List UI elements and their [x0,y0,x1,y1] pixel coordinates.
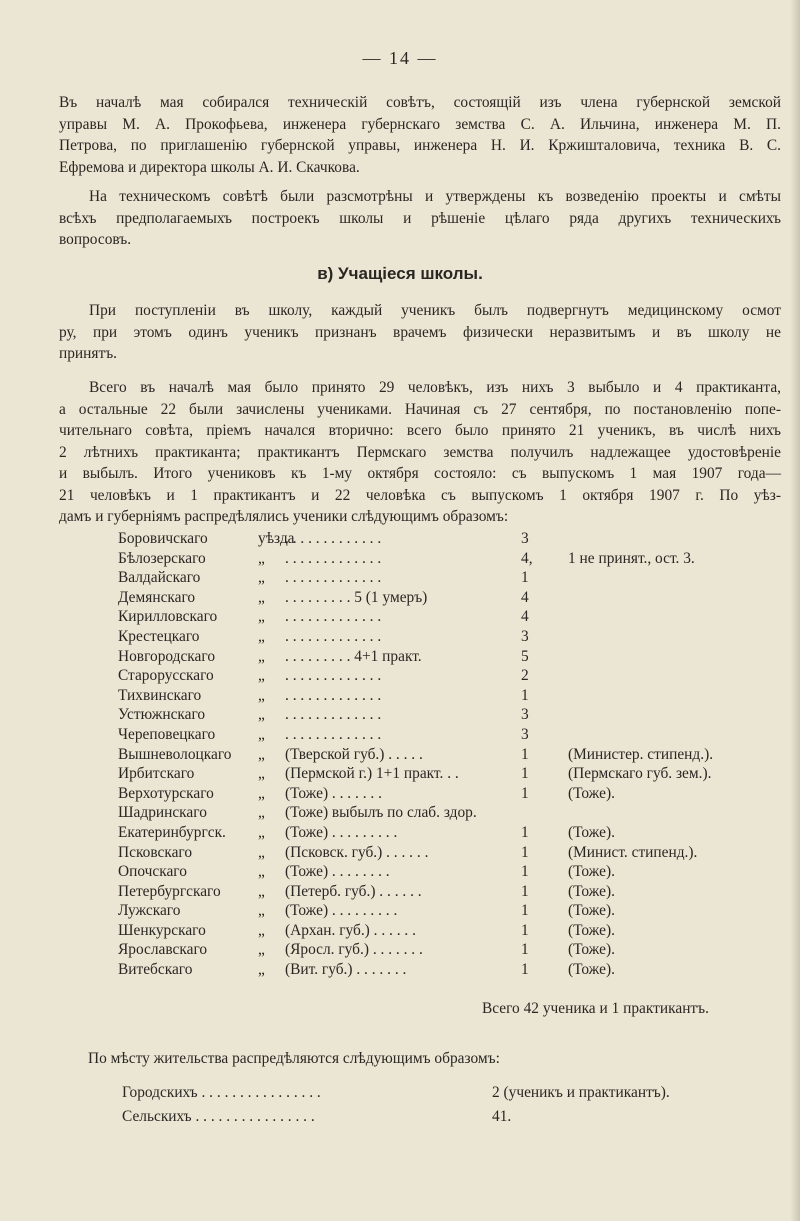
district-name: Валдайскаго [118,569,201,587]
district-count: 1 [521,569,529,587]
district-detail: (Тверской губ.) . . . . . [285,745,423,763]
district-count: 1 [521,784,529,802]
text-line: На техническомъ совѣтѣ были разсмотрѣны и утверждены къ возведенію проекты и смѣты [89,188,781,205]
district-row [118,686,798,706]
residence-heading: По мѣсту жительства распредѣляются слѣдующимъ образомъ: [88,1050,500,1067]
district-name: Шадринскаго [118,804,207,822]
district-note: (Тоже). [568,823,615,841]
district-note: (Тоже). [568,784,615,802]
residence-urban [122,1084,670,1102]
district-row [118,960,798,980]
paragraph-technical-council [59,92,781,178]
district-detail: (Тоже) . . . . . . . . [285,863,390,881]
district-count: 1 [521,961,529,979]
district-detail: . . . . . . . . . . . . . [285,686,382,704]
district-ditto: „ [258,627,265,645]
text-line: 2 лѣтнихъ практиканта; практикантъ Пермскаго земства получилъ надлежащее удостовѣреніе [59,443,781,461]
district-row [118,568,798,588]
text-line: 21 человѣкъ и 1 практикантъ и 22 человѣка съ выпускомъ 1 октября 1907 г. По уѣз- [59,486,781,504]
district-note: (Министер. стипенд.). [568,745,714,763]
district-note: (Тоже). [568,961,615,979]
district-count: 3 [521,627,529,645]
text-line: При поступленіи въ школу, каждый ученикъ былъ подвергнутъ медицинскому осмот [89,302,781,319]
district-detail: (Вит. губ.) . . . . . . . [285,961,407,979]
district-detail: . . . . . . . . . . . . . [285,530,382,547]
text-line: Петрова, по приглашенію губернской управы, инженера Н. И. Кржишталовича, техника В. С. [59,137,781,154]
district-name: Петербургскаго [118,882,221,900]
district-row [118,784,798,804]
paragraph-council-decisions [59,186,781,251]
text-line: ру, при этомъ одинъ ученикъ признанъ врачемъ физически неразвитымъ и въ школу не [59,323,781,341]
text-line: вопросовъ. [59,231,132,248]
text-line: принятъ. [59,345,118,362]
district-count: 1 [521,941,529,959]
district-detail: . . . . . . . . . . . . . [285,706,382,724]
district-name: Новгородскаго [118,647,216,665]
district-row [118,823,798,843]
district-detail: (Тоже) . . . . . . . . . [285,823,398,841]
district-name: Старорусскаго [118,667,214,685]
district-count: 1 [521,921,529,939]
district-row [118,607,798,627]
district-count: 1 [521,882,529,900]
district-name: Демянскаго [118,588,196,606]
residence-urban-count: 2 (ученикъ и практикантъ). [492,1084,670,1101]
district-detail: (Петерб. губ.) . . . . . . [285,882,422,900]
residence-rural-label: Сельскихъ . . . . . . . . . . . . . . . . [122,1108,315,1125]
district-row [118,725,798,745]
district-count: 1 [521,863,529,881]
district-detail: . . . . . . . . . . . . . [285,608,382,626]
district-name: Вышневолоцкаго [118,745,232,763]
district-name: Череповецкаго [118,725,216,743]
district-ditto: „ [258,765,265,783]
district-name: Псковскаго [118,843,193,861]
district-row [118,705,798,725]
district-row [118,862,798,882]
district-detail: (Псковск. губ.) . . . . . . [285,843,429,861]
district-note: (Тоже). [568,863,615,881]
district-row [118,647,798,667]
district-row [118,921,798,941]
district-count: 3 [521,530,529,547]
district-note: (Минист. стипенд.). [568,843,698,861]
district-name: Ярославскаго [118,941,208,959]
district-count: 3 [521,725,529,743]
district-count: 4 [521,608,529,626]
district-detail: (Яросл. губ.) . . . . . . . [285,941,423,959]
district-ditto: уѣзда [258,530,295,547]
district-ditto: „ [258,569,265,587]
district-ditto: „ [258,745,265,763]
residence-rural-count: 41. [492,1108,512,1125]
district-ditto: „ [258,921,265,939]
district-detail: . . . . . . . . . 4+1 практ. [285,647,422,665]
paragraph-admission [59,300,781,365]
district-name: Ирбитскаго [118,765,195,783]
district-name: Бѣлозерскаго [118,549,206,567]
district-list [118,529,798,980]
district-detail: . . . . . . . . . . . . . [285,549,382,567]
district-count: 1 [521,843,529,861]
district-count: 3 [521,706,529,724]
district-detail: (Тоже) выбылъ по слаб. здор. [285,804,477,822]
district-ditto: „ [258,608,265,626]
text-line: всѣхъ предполагаемыхъ построекъ школы и рѣшеніе цѣлаго ряда другихъ техническихъ [59,209,781,227]
district-name: Устюжнскаго [118,706,206,724]
district-count: 1 [521,902,529,920]
district-row [118,666,798,686]
district-ditto: „ [258,941,265,959]
text-line: и выбылъ. Итого учениковъ къ 1-му октября состояло: съ выпускомъ 1 мая 1907 года— [59,465,781,482]
district-ditto: „ [258,882,265,900]
district-name: Крестецкаго [118,627,200,645]
district-ditto: „ [258,863,265,881]
total-students: Всего 42 ученика и 1 практикантъ. [482,1000,709,1017]
district-count: 4, [521,549,533,567]
district-ditto: „ [258,725,265,743]
district-row [118,529,798,549]
district-row [118,588,798,608]
district-name: Тихвинскаго [118,686,202,704]
district-detail: (Тоже) . . . . . . . . . [285,902,398,920]
district-count: 2 [521,667,529,685]
district-count: 5 [521,647,529,665]
district-ditto: „ [258,686,265,704]
text-line: чительнаго совѣта, пріемъ начался вторично: всего было принято 21 ученикъ, въ числѣ нихъ [59,422,781,439]
district-note: (Тоже). [568,921,615,939]
text-line: Въ началѣ мая собирался техническій совѣтъ, состоящій изъ члена губернской земской [59,94,781,111]
text-line: дамъ и губерніямъ распредѣлялись ученики слѣдующимъ образомъ: [59,508,509,525]
district-ditto: „ [258,667,265,685]
district-ditto: „ [258,823,265,841]
district-name: Шенкурскаго [118,921,206,939]
district-row [118,549,798,569]
district-ditto: „ [258,804,265,822]
district-name: Боровичскаго [118,530,208,547]
district-ditto: „ [258,843,265,861]
district-count: 4 [521,588,529,606]
district-row [118,627,798,647]
district-detail: . . . . . . . . . 5 (1 умеръ) [285,588,428,606]
text-line: Ефремова и директора школы А. И. Скачкова. [59,158,360,176]
section-heading: в) Учащіеся школы. [317,264,483,283]
residence-rural [122,1108,512,1126]
district-note: (Тоже). [568,941,615,959]
district-row [118,940,798,960]
district-row [118,745,798,765]
district-name: Екатеринбургск. [118,823,226,841]
district-ditto: „ [258,784,265,802]
district-ditto: „ [258,647,265,665]
district-ditto: „ [258,706,265,724]
district-note: (Тоже). [568,882,615,900]
district-detail: . . . . . . . . . . . . . [285,725,382,743]
district-row [118,764,798,784]
district-detail: (Пермской г.) 1+1 практ. . . [285,765,459,783]
residence-urban-label: Городскихъ . . . . . . . . . . . . . . . . [122,1084,321,1101]
district-detail: . . . . . . . . . . . . . [285,569,382,587]
district-note: 1 не принят., ост. 3. [568,549,695,567]
district-ditto: „ [258,902,265,920]
district-row [118,803,798,823]
district-row [118,901,798,921]
district-detail: (Архан. губ.) . . . . . . [285,921,416,939]
district-count: 1 [521,745,529,763]
text-line: а остальные 22 были зачислены учениками. Начиная съ 27 сентября, по постановленію попе- [59,400,781,418]
district-count: 1 [521,823,529,841]
district-count: 1 [521,765,529,783]
district-ditto: „ [258,549,265,567]
page-number: — 14 — [362,48,438,68]
district-note: (Пермскаго губ. зем.). [568,765,712,783]
district-name: Верхотурскаго [118,784,214,802]
text-line: управы М. А. Прокофьева, инженера губернскаго земства С. А. Ильчина, инженера М. П. [59,115,781,133]
district-note: (Тоже). [568,902,615,920]
district-name: Кирилловскаго [118,608,218,626]
district-name: Витебскаго [118,961,193,979]
district-ditto: „ [258,961,265,979]
district-row [118,882,798,902]
district-ditto: „ [258,588,265,606]
district-detail: . . . . . . . . . . . . . [285,667,382,685]
district-detail: (Тоже) . . . . . . . [285,784,382,802]
text-line: Всего въ началѣ мая было принято 29 человѣкъ, изъ нихъ 3 выбыло и 4 практиканта, [89,379,781,396]
district-row [118,843,798,863]
district-detail: . . . . . . . . . . . . . [285,627,382,645]
district-name: Опочскаго [118,863,187,881]
district-count: 1 [521,686,529,704]
paragraph-enrollment [59,377,781,528]
district-name: Лужскаго [118,902,181,920]
